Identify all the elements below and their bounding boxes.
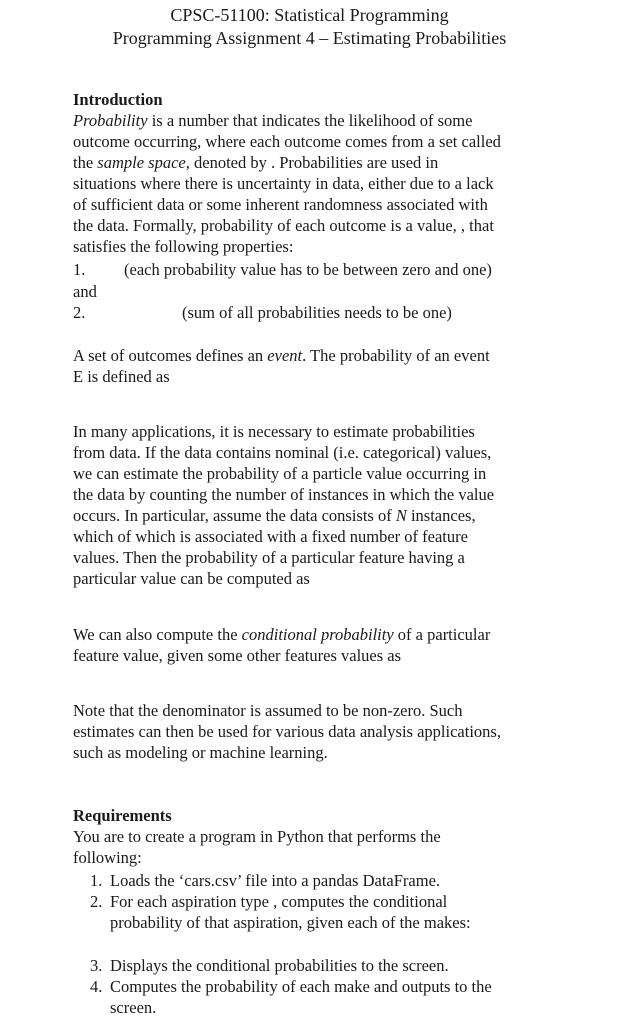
text: occurs. In particular, assume the data consists of	[73, 506, 396, 525]
list-text: For each aspiration type , computes the conditional	[110, 892, 448, 911]
property-1-text: (each probability value has to be between zero and one)	[124, 260, 492, 279]
list-item	[90, 976, 492, 997]
paragraph-line: from data. If the data contains nominal (i.e. categorical) values,	[73, 443, 492, 462]
note-line: Note that the denominator is assumed to be non-zero. Such	[73, 701, 463, 720]
list-number: 1.	[90, 871, 103, 890]
conditional-line: feature value, given some other features values as	[73, 646, 402, 665]
paragraph-line: particular value can be computed as	[73, 569, 310, 588]
term-sample-space: sample space	[97, 153, 186, 172]
list-text: Displays the conditional probabilities to the screen.	[110, 956, 449, 975]
conditional-line	[73, 624, 490, 645]
text: A set of outcomes defines an	[73, 346, 268, 365]
paragraph-line: In many applications, it is necessary to estimate probabilities	[73, 422, 475, 441]
list-item	[90, 870, 440, 891]
list-item	[90, 955, 449, 976]
list-number: 3.	[90, 956, 103, 975]
intro-line: outcome occurring, where each outcome comes from a set called	[73, 132, 501, 151]
paragraph-line: which of which is associated with a fixed number of feature	[73, 527, 468, 546]
event-line: E is defined as	[73, 367, 170, 386]
course-title: CPSC-51100: Statistical Programming	[170, 5, 449, 25]
list-item-continuation: probability of that aspiration, given each of the makes:	[110, 913, 471, 932]
list-number: 2.	[90, 892, 103, 911]
list-number: 4.	[90, 977, 103, 996]
variable-n: N	[395, 506, 407, 525]
intro-line: situations where there is uncertainty in data, either due to a lack	[73, 174, 494, 193]
paragraph-line	[73, 505, 476, 526]
introduction-heading: Introduction	[73, 90, 163, 109]
requirements-line: following:	[73, 848, 142, 867]
property-1-number: 1.	[73, 260, 86, 279]
property-2-number: 2.	[73, 303, 86, 322]
intro-line	[73, 110, 472, 131]
text: . The probability of an event	[302, 346, 490, 365]
property-2-text: (sum of all probabilities needs to be one)	[182, 303, 452, 322]
list-text: Computes the probability of each make and outputs to the	[110, 977, 492, 996]
list-item-continuation: screen.	[110, 998, 157, 1017]
list-item	[90, 891, 447, 912]
event-line	[73, 345, 490, 366]
term-probability: Probability	[73, 111, 148, 130]
intro-line: the data. Formally, probability of each outcome is a value, , that	[73, 216, 494, 235]
note-line: such as modeling or machine learning.	[73, 743, 328, 762]
list-text: Loads the ‘cars.csv’ file into a pandas DataFrame.	[110, 871, 441, 890]
intro-line	[73, 152, 438, 173]
term-event: event	[267, 346, 303, 365]
intro-line: satisfies the following properties:	[73, 237, 294, 256]
requirements-heading: Requirements	[73, 806, 172, 825]
document-header	[0, 4, 619, 50]
paragraph-line: we can estimate the probability of a particle value occurring in	[73, 464, 487, 483]
intro-line: of sufficient data or some inherent randomness associated with	[73, 195, 488, 214]
text: is a number that indicates the likelihood of some	[147, 111, 473, 130]
term-conditional-probability: conditional probability	[241, 625, 394, 644]
note-line: estimates can then be used for various data analysis applications,	[73, 722, 501, 741]
text: of a particular	[393, 625, 491, 644]
requirements-line: You are to create a program in Python that performs the	[73, 827, 441, 846]
paragraph-line: the data by counting the number of instances in which the value	[73, 485, 495, 504]
text: , denoted by . Probabilities are used in	[185, 153, 439, 172]
paragraph-line: values. Then the probability of a particular feature having a	[73, 548, 465, 567]
assignment-title: Programming Assignment 4 – Estimating Probabilities	[112, 28, 507, 48]
text: the	[73, 153, 98, 172]
text: instances,	[406, 506, 476, 525]
and-label: and	[73, 282, 97, 301]
text: We can also compute the	[73, 625, 242, 644]
